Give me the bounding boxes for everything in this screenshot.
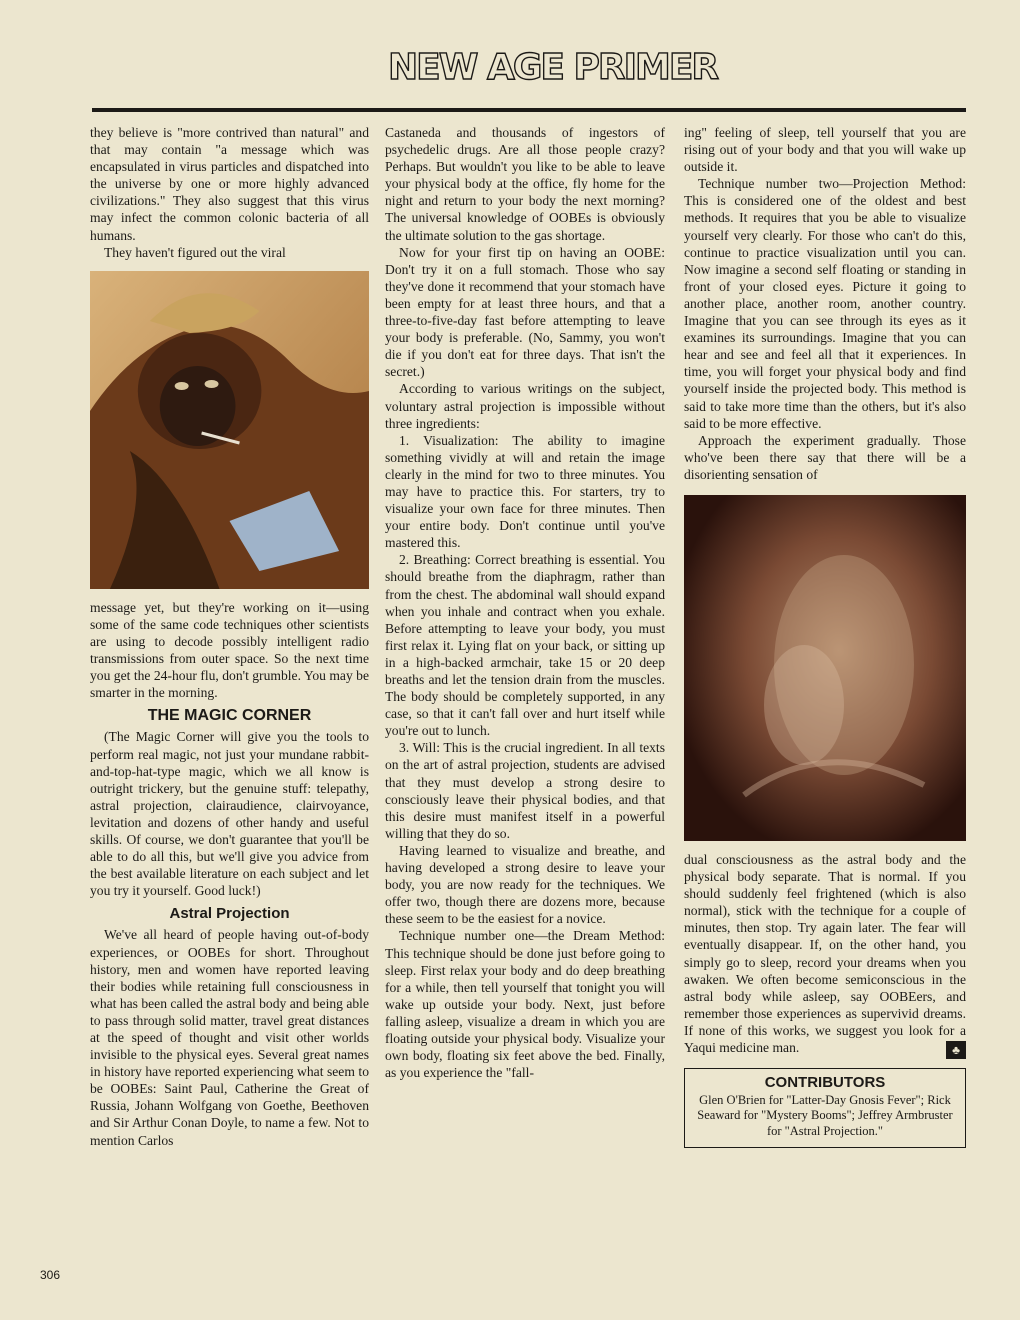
- paragraph: Technique number two—Projection Method: This is considered one of the oldest and best methods. It requires that you be able to visualize yourself very clearly. For those who can't do this, continue to practice visualization until you can. Now imagine a second self floating or standing in front of your closed eyes. Picture it going to another place, another room, another country. Imagine that you can see through its eyes as it examines its surroundings. Imagine that you can hear and see and feel all that it experiences. In time, you will forget your physical body and find yourself inside the projected body. This method is said to take more time than the others, but it's also said to be more effective.: [684, 176, 966, 431]
- section-heading-astral-projection: Astral Projection: [169, 905, 290, 923]
- section-heading-magic-corner: THE MAGIC CORNER: [147, 707, 312, 725]
- column-1: [90, 124, 369, 1149]
- paragraph: According to various writings on the subject, voluntary astral projection is impossible without three ingredients:: [385, 381, 665, 431]
- paragraph: Having learned to visualize and breathe, and having developed a strong desire to leave your body, you are now ready for the techniques. We offer two, though there are dozens more, because these seem to be the easiest for a novice.: [385, 842, 665, 927]
- paragraph: (The Magic Corner will give you the tools to perform real magic, not just your mundane rabbit-and-top-hat-type magic, which we all know is outright trickery, but the genuine stuff: telepathy, astral projection, clairaudience, clairvoyance, levitation and dozens of other handy and useful skills. Of course, we don't guarantee that you'll be able to do all this, but we'll give you advice from the best available literature on each subject and let you try it yourself. Good luck!): [90, 729, 369, 899]
- paragraph: Technique number one—the Dream Method: This technique should be done just before going to sleep. First relax your body and do deep breathing for a while, then tell yourself that tonight you will wake up outside your body. Next, just before falling asleep, visualize a dream in which you are floating outside your physical body. Visualize your own body, floating six feet above the bed. Finally, as you experience the "fall-: [385, 928, 665, 1081]
- paragraph: Now for your first tip on having an OOBE: Don't try it on a full stomach. Those who say they've done it recommend that your stomach have been empty for at least three hours, and that a three-to-five-day fast before attempting to leave your body is preferable. (No, Sammy, you won't die if you don't eat for three days. That isn't the secret.): [385, 244, 665, 380]
- paragraph: they believe is "more contrived than natural" and that may contain "a message which was encapsulated in virus particles and dispatched into the universe by one or more highly advanced civilizations." They also suggest that this virus may infect the common colonic bacteria of all humans.: [90, 125, 369, 243]
- contributors-text: Glen O'Brien for "Latter-Day Gnosis Fever"; Rick Seaward for "Mystery Booms"; Jeffrey Armbruster for "Astral Projection.": [697, 1092, 953, 1138]
- page-number: 306: [40, 1268, 61, 1282]
- paragraph: We've all heard of people having out-of-body experiences, or OOBEs for short. Throughout history, men and women have reported leaving their bodies while retaining full consciousness in what has been called the astral body and being able to pass through solid matter, travel great distances at the speed of thought and visit other worlds invisible to the physical eyes. Several great names in history have reported experiencing what seem to be OOBEs: Saint Paul, Catherine the Great of Russia, Johann Wolfgang von Goethe, Beethoven and Sir Arthur Conan Doyle, to name a few. Not to mention Carlos: [90, 927, 369, 1148]
- paragraph: Castaneda and thousands of ingestors of psychedelic drugs. Are all those people crazy? Perhaps. But wouldn't you like to be able to leave your physical body at the office, fly home for the night and return to your body the next morning? The universal knowledge of OOBEs is obviously the ultimate solution to the gas shortage.: [385, 125, 665, 243]
- contributors-box: [684, 1068, 966, 1148]
- header-rule: [92, 108, 966, 112]
- masthead-logo: NEW AGE PRIMER: [388, 47, 718, 88]
- paragraph: ing" feeling of sleep, tell yourself that you are rising out of your body and that you will wake up outside it.: [684, 125, 966, 175]
- column-3: [684, 124, 966, 1148]
- paragraph-text: dual consciousness as the astral body and the physical body separate. That is normal. If you should suddenly feel frightened (which is also normal), stick with the technique for a couple of minutes, then stop. Try again later. The fear will eventually disappear. If, on the other hand, you simply go to sleep, record your dreams when you awaken. We often become semiconscious in the astral body while asleep, say OOBEers, and remember those experiences as supervivid dreams. If none of this works, we suggest you look for a Yaqui medicine man.: [684, 851, 966, 1055]
- column-2: [385, 124, 665, 1081]
- paragraph: 2. Breathing: Correct breathing is essential. You should breathe from the diaphragm, rather than from the chest. The abdominal wall should expand when you inhale and contract when you exhale. Before attempting to leave your body, you must first relax it. Lying flat on your back, or sitting up in a high-backed armchair, take 15 or 20 deep breaths and let the tension drain from the muscles. The body should be completely supported, in any case, so that it can't fall over and hurt itself while you're out to lunch.: [385, 552, 665, 739]
- playboy-bunny-icon: ♣: [946, 1041, 966, 1059]
- paragraph: 3. Will: This is the crucial ingredient. In all texts on the art of astral projection, students are advised that they must develop a strong desire to consciously leave their physical bodies, and that this desire must manifest itself in a powerful willing that they do so.: [385, 740, 665, 841]
- paragraph: 1. Visualization: The ability to imagine something vividly at will and retain the image clearly in the mind for two to three minutes. You may have to practice this. For starters, try to visualize your own face for three minutes. Then your entire body. Don't continue until you've mastered this.: [385, 432, 665, 551]
- paragraph: [684, 851, 966, 1056]
- astral-body-photo: [684, 495, 966, 841]
- paragraph: They haven't figured out the viral: [104, 244, 286, 260]
- contributors-title: CONTRIBUTORS: [764, 1074, 886, 1092]
- paragraph: message yet, but they're working on it—using some of the same code techniques other scientists are using to decode possibly intelligent radio transmissions from outer space. So the next time you get the 24-hour flu, don't grumble. You may be smarter in the morning.: [90, 599, 369, 701]
- paragraph: Approach the experiment gradually. Those who've been there say that there will be a disorienting sensation of: [684, 432, 966, 482]
- orangutan-illustration: [90, 271, 369, 589]
